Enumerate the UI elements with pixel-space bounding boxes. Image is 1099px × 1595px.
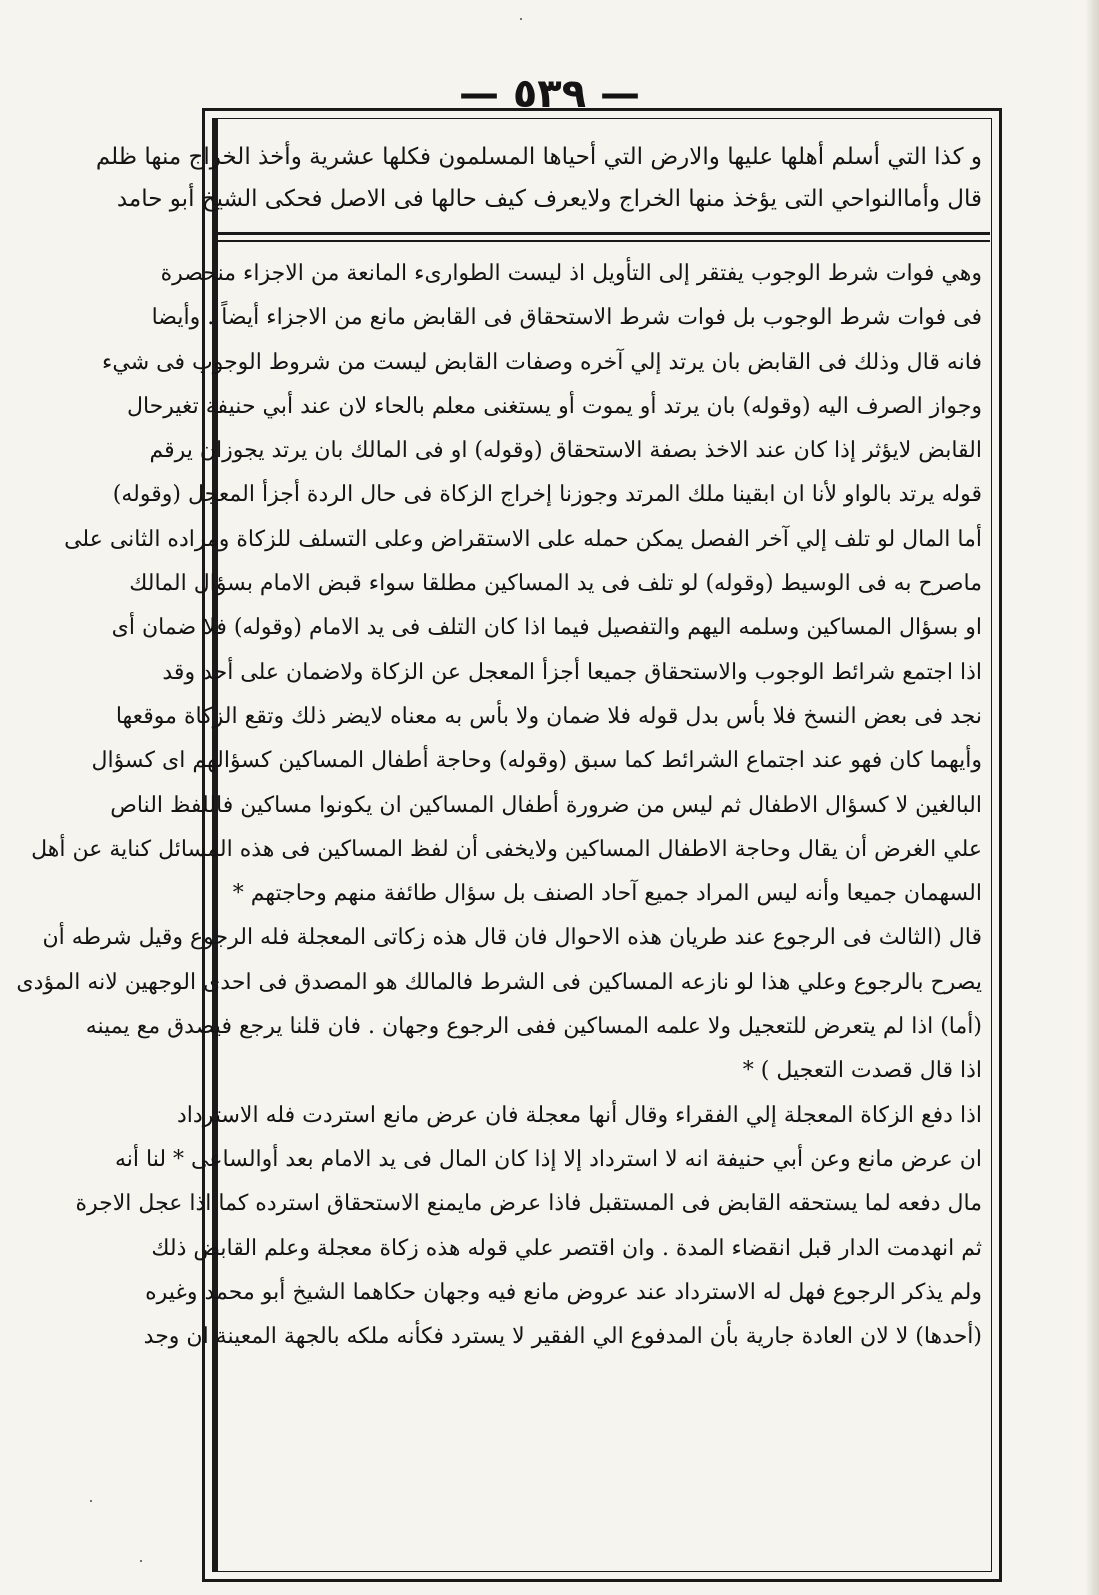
body-line: القابض لايؤثر إذا كان عند الاخذ بصفة الاستحقاق (وقوله) او فى المالك بان يرتد يجوزان يرقم: [149, 438, 982, 464]
body-line: اذا دفع الزكاة المعجلة إلي الفقراء وقال أنها معجلة فان عرض مانع استردت فله الاسترداد: [177, 1102, 982, 1128]
body-line: وأيهما كان فهو عند اجتماع الشرائط كما سبق (وقوله) وحاجة أطفال المساكين كسؤالهم اى كسؤال: [91, 748, 982, 774]
body-line: السهمان جميعا وأنه ليس المراد جميع آحاد الصنف بل سؤال طائفة منهم وحاجتهم *: [232, 881, 982, 907]
body-line: او بسؤال المساكين وسلمه اليهم والتفصيل فيما اذا كان التلف فى يد الامام (وقوله) فلا ضمان أى: [111, 615, 982, 641]
body-line: ثم انهدمت الدار قبل انقضاء المدة . وان اقتصر علي قوله هذه زكاة معجلة وعلم القابض ذلك: [151, 1235, 982, 1261]
body-line: يصرح بالرجوع وعلي هذا لو نازعه المساكين فى الشرط فالمالك هو المصدق فى احدى الوجهين لانه المؤدى: [16, 969, 982, 995]
body-line: البالغين لا كسؤال الاطفال ثم ليس من ضرورة أطفال المساكين ان يكونوا مساكين فاللفظ الناص: [110, 792, 982, 818]
header-divider-thin: [214, 240, 990, 242]
body-line: (أحدها) لا لان العادة جارية بأن المدفوع الي الفقير لا يسترد فكأنه ملكه بالجهة المعينة ان وجد: [143, 1324, 982, 1350]
header-passage: [95, 136, 982, 228]
body-line: وجواز الصرف اليه (وقوله) بان يرتد أو يموت أو يستغنى معلم بالحاء لان عند أبي حنيفة تغيرحال: [126, 393, 982, 419]
body-line: وهي فوات شرط الوجوب يفتقر إلى التأويل اذ ليست الطوارىء المانعة من الاجزاء منحصرة: [160, 261, 982, 286]
body-line: علي الغرض أن يقال وحاجة الاطفال المساكين ولايخفى أن لفظ المساكين فى هذه المسائل كناية عن أهل: [31, 836, 982, 862]
paper-edge: [1085, 0, 1099, 1595]
body-line: فى فوات شرط الوجوب بل فوات شرط الاستحقاق فى القابض مانع من الاجزاء أيضاً . وأيضا: [151, 305, 982, 331]
body-line: (أما) اذا لم يتعرض للتعجيل ولا علمه المساكين ففى الرجوع وجهان . فان قلنا يرجع فيصدق مع يمينه: [85, 1014, 982, 1040]
body-line: اذا اجتمع شرائط الوجوب والاستحقاق جميعا أجزأ المعجل عن الزكاة ولاضمان على أحد وقد: [162, 659, 982, 685]
commentary-body: [16, 252, 982, 1580]
header-line: و كذا التي أسلم أهلها عليها والارض التي أحياها المسلمون فكلها عشرية وأخذ الخراج منها ظلم: [95, 144, 982, 170]
body-line: اذا قال قصدت التعجيل ) *: [742, 1058, 982, 1084]
body-line: ماصرح به فى الوسيط (وقوله) لو تلف فى يد المساكين مطلقا سواء قبض الامام بسؤال المالك: [129, 571, 982, 597]
body-line: مال دفعه لما يستحقه القابض فى المستقبل فاذا عرض مايمنع الاستحقاق استرده كما اذا عجل الاجرة: [75, 1191, 982, 1217]
header-line: قال وأماالنواحي التى يؤخذ منها الخراج ولايعرف كيف حالها فى الاصل فحكى الشيخ أبو حامد: [116, 186, 982, 212]
paper-speck: [140, 1560, 142, 1562]
body-line: قوله يرتد بالواو لأنا ان ابقينا ملك المرتد وجوزنا إخراج الزكاة فى حال الردة أجزأ المعجل (وقوله): [112, 482, 982, 508]
body-line: ولم يذكر الرجوع فهل له الاسترداد عند عروض مانع فيه وجهان حكاهما الشيخ أبو محمد وغيره: [145, 1279, 982, 1305]
header-divider-thick: [214, 232, 990, 235]
body-line: نجد فى بعض النسخ فلا بأس بدل قوله فلا ضمان ولا بأس به معناه لايضر ذلك وتقع الزكاة موقعها: [115, 703, 982, 729]
body-line: ان عرض مانع وعن أبي حنيفة انه لا استرداد إلا إذا كان المال فى يد الامام بعد أوالساعى * لنا أنه: [114, 1146, 982, 1172]
body-line: فانه قال وذلك فى القابض بان يرتد إلي آخره وصفات القابض ليست من شروط الوجوب فى شيء: [102, 349, 982, 375]
paper-speck: [520, 18, 522, 20]
paper-speck: [90, 1500, 92, 1502]
body-line: أما المال لو تلف إلي آخر الفصل يمكن حمله على الاستقراض وعلى التسلف للزكاة ومراده الثانى على: [64, 526, 982, 552]
body-line: قال (الثالث فى الرجوع عند طريان هذه الاحوال فان قال هذه زكاتى المعجلة فله الرجوع وقيل شرطه أن: [42, 925, 982, 951]
page-number: — ٥٣٩ —: [458, 71, 641, 117]
